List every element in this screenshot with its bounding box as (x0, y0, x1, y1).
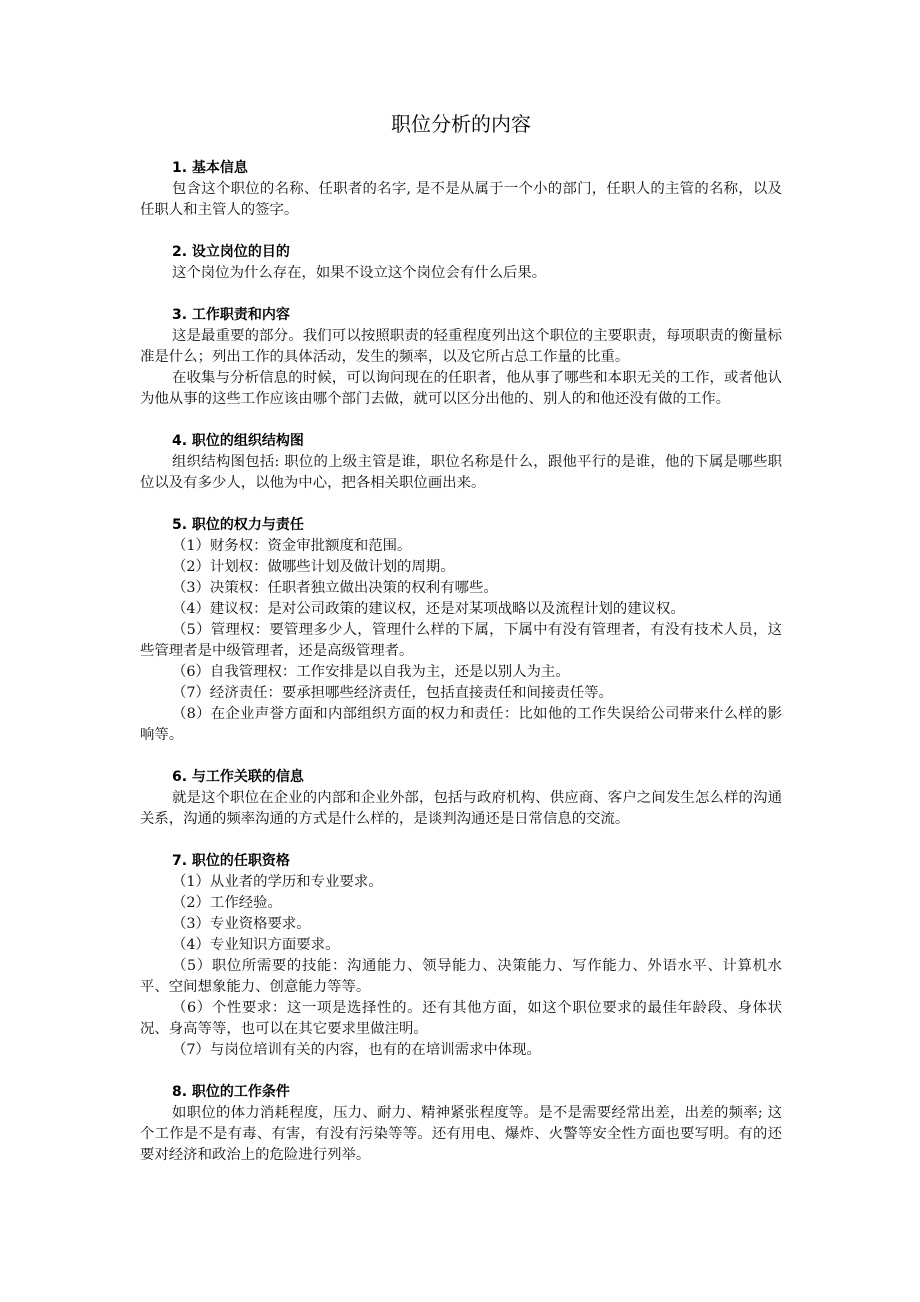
list-item: （2）工作经验。 (172, 895, 282, 911)
list-item: （3）专业资格要求。 (172, 916, 311, 932)
section-heading: 3. 工作职责和内容 (172, 307, 290, 323)
section-heading: 8. 职位的工作条件 (172, 1084, 290, 1100)
list-item: （1）从业者的学历和专业要求。 (172, 874, 383, 890)
section-duties (140, 305, 782, 410)
section-related-info (140, 767, 782, 830)
section-heading: 6. 与工作关联的信息 (172, 769, 304, 785)
section-working-conditions (140, 1082, 782, 1166)
list-item: （4）建议权：是对公司政策的建议权，还是对某项战略以及流程计划的建议权。 (172, 601, 685, 617)
paragraph: 如职位的体力消耗程度，压力、耐力、精神紧张程度等。是不是需要经常出差，出差的频率; 这个工作是不是有毒、有害，有没有污染等等。还有用电、爆炸、火警等安全性方面也要写明。有的还要对经济和政治上的危险进行列举。 (140, 1105, 782, 1163)
paragraph: 包含这个职位的名称、任职者的名字, 是不是从属于一个小的部门，任职人的主管的名称，以及任职人和主管人的签字。 (140, 181, 782, 218)
list-item: （5）管理权：要管理多少人，管理什么样的下属，下属中有没有管理者，有没有技术人员，这些管理者是中级管理者，还是高级管理者。 (140, 622, 782, 659)
paragraph: 这是最重要的部分。我们可以按照职责的轻重程度列出这个职位的主要职责，每项职责的衡量标准是什么；列出工作的具体活动，发生的频率，以及它所占总工作量的比重。 (140, 328, 782, 365)
section-heading: 4. 职位的组织结构图 (172, 433, 304, 449)
list-item: （3）决策权：任职者独立做出决策的权利有哪些。 (172, 580, 498, 596)
list-item: （1）财务权：资金审批额度和范围。 (172, 538, 412, 554)
document-page (140, 110, 782, 1187)
list-item: （8）在企业声誉方面和内部组织方面的权力和责任：比如他的工作失误给公司带来什么样的影响等。 (140, 706, 782, 743)
paragraph: 就是这个职位在企业的内部和企业外部，包括与政府机构、供应商、客户之间发生怎么样的沟通关系，沟通的频率沟通的方式是什么样的，是谈判沟通还是日常信息的交流。 (140, 790, 782, 827)
section-heading: 5. 职位的权力与责任 (172, 517, 304, 533)
list-item: （6）自我管理权：工作安排是以自我为主，还是以别人为主。 (172, 664, 570, 680)
section-purpose (140, 242, 782, 284)
list-item: （2）计划权：做哪些计划及做计划的周期。 (172, 559, 455, 575)
list-item: （7）与岗位培训有关的内容，也有的在培训需求中体现。 (172, 1042, 541, 1058)
section-heading: 1. 基本信息 (172, 160, 248, 176)
section-org-chart (140, 431, 782, 494)
paragraph: 在收集与分析信息的时候，可以询问现在的任职者，他从事了哪些和本职无关的工作，或者他认为他从事的这些工作应该由哪个部门去做，就可以区分出他的、别人的和他还没有做的工作。 (140, 370, 782, 407)
section-heading: 2. 设立岗位的目的 (172, 244, 290, 260)
list-item: （4）专业知识方面要求。 (172, 937, 340, 953)
list-item: （7）经济责任：要承担哪些经济责任，包括直接责任和间接责任等。 (172, 685, 613, 701)
section-basic-info (140, 158, 782, 221)
paragraph: 组织结构图包括: 职位的上级主管是谁，职位名称是什么，跟他平行的是谁，他的下属是哪些职位以及有多少人，以他为中心，把各相关职位画出来。 (140, 454, 782, 491)
section-heading: 7. 职位的任职资格 (172, 853, 290, 869)
document-title: 职位分析的内容 (391, 112, 531, 136)
section-qualifications (140, 851, 782, 1061)
list-item: （6）个性要求：这一项是选择性的。还有其他方面，如这个职位要求的最佳年龄段、身体状况、身高等等，也可以在其它要求里做注明。 (140, 1000, 782, 1037)
section-authority (140, 515, 782, 746)
list-item: （5）职位所需要的技能：沟通能力、领导能力、决策能力、写作能力、外语水平、计算机水平、空间想象能力、创意能力等等。 (140, 958, 782, 995)
paragraph: 这个岗位为什么存在，如果不设立这个岗位会有什么后果。 (172, 265, 547, 281)
